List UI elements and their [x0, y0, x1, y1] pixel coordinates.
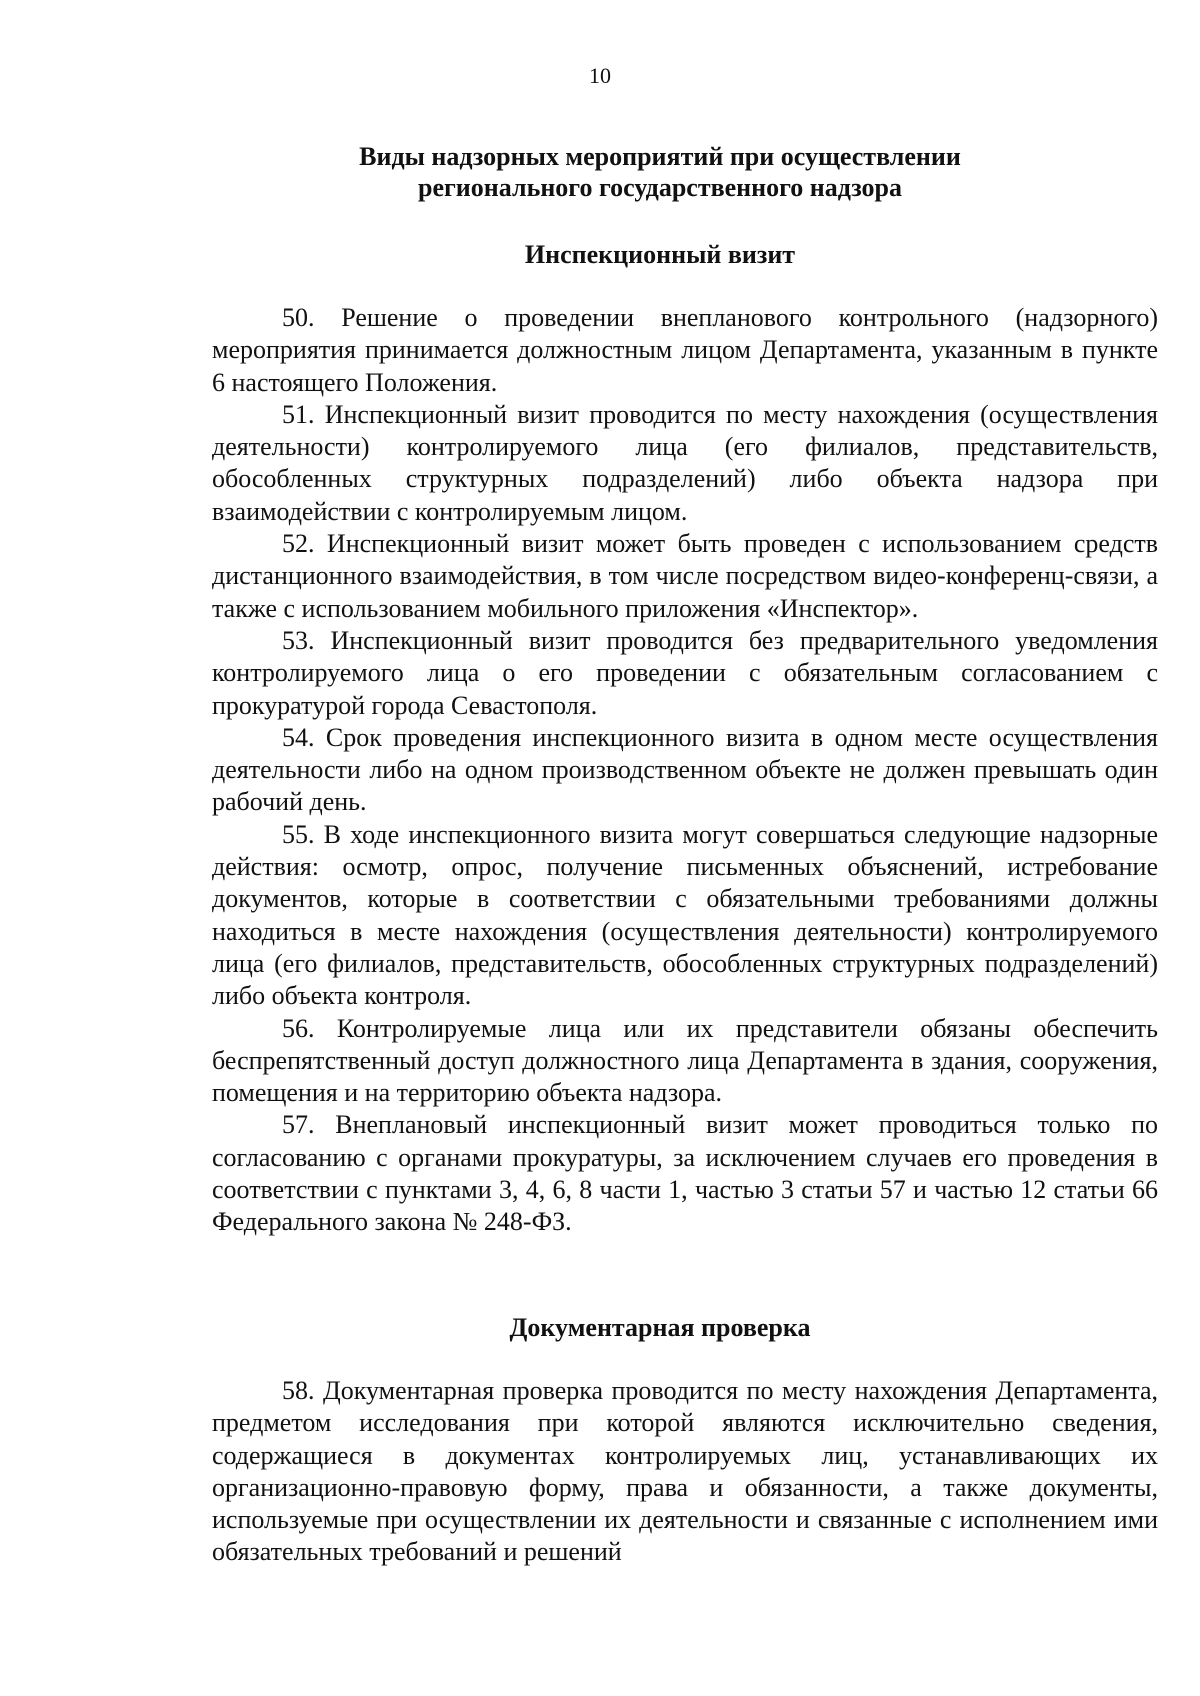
document-title	[200, 141, 1120, 203]
paragraph-number: 56.	[282, 1013, 315, 1043]
paragraph-57	[212, 1109, 1158, 1238]
paragraph-56	[212, 1013, 1158, 1110]
paragraph-number: 50.	[282, 303, 315, 332]
document-title-line-1: Виды надзорных мероприятий при осуществлении	[359, 142, 961, 171]
paragraph-number: 58.	[282, 1376, 315, 1405]
documentary-check-body	[212, 1375, 1158, 1569]
page-number: 10	[589, 63, 611, 88]
paragraph-number: 51.	[282, 399, 315, 429]
paragraph-text: Инспекционный визит проводится по месту нахождения (осуществления деятельности) контролируемого лица (его филиалов, представительств, обособленных структурных подразделений) либо объекта надзора при взаимодействии с контролируемым лицом.	[212, 399, 1158, 526]
paragraph-58	[212, 1375, 1158, 1569]
paragraph-52	[212, 528, 1158, 625]
paragraph-text: В ходе инспекционного визита могут совершаться следующие надзорные действия: осмотр, опрос, получение письменных объяснений, истребование документов, которые в соответствии с обязательными требованиями должны находиться в месте нахождения (осуществления деятельности) контролируемого лица (его филиалов, представительств, обособленных структурных подразделений) либо объекта контроля.	[212, 819, 1158, 1011]
paragraph-text: Документарная проверка проводится по месту нахождения Департамента, предметом исследования при которой являются исключительно сведения, содержащиеся в документах контролируемых лиц, устанавливающих их организационно-правовую форму, права и обязанности, а также документы, используемые при осуществлении их деятельности и связанные с исполнением ими обязательных требований и решений	[212, 1376, 1159, 1567]
paragraph-text: Инспекционный визит может быть проведен с использованием средств дистанционного взаимодействия, в том числе посредством видео-конференц-связи, а также с использованием мобильного приложения «Инспектор».	[212, 529, 1159, 623]
paragraph-53	[212, 625, 1158, 722]
paragraph-text: Контролируемые лица или их представители обязаны обеспечить беспрепятственный доступ должностного лица Департамента в здания, сооружения, помещения и на территорию объекта надзора.	[212, 1013, 1158, 1108]
paragraph-number: 54.	[282, 722, 315, 752]
paragraph-51	[212, 399, 1158, 528]
paragraph-number: 57.	[282, 1110, 315, 1140]
paragraph-number: 52.	[282, 529, 315, 559]
section-heading-documentary-check: Документарная проверка	[509, 1313, 811, 1342]
paragraph-text: Срок проведения инспекционного визита в одном месте осуществления деятельности либо на одном производственном объекте не должен превышать один рабочий день.	[212, 722, 1158, 817]
inspection-visit-body	[212, 302, 1158, 1239]
paragraph-text: Внеплановый инспекционный визит может проводиться только по согласованию с органами прокуратуры, за исключением случаев его проведения в соответствии с пунктами 3, 4, 6, 8 части 1, частью 3 статьи 57 и частью 12 статьи 66 Федерального закона № 248-ФЗ.	[212, 1110, 1159, 1237]
document-title-line-2: регионального государственного надзора	[417, 173, 903, 202]
paragraph-55	[212, 819, 1158, 1013]
paragraph-number: 55.	[282, 819, 315, 849]
paragraph-text: Решение о проведении внепланового контрольного (надзорного) мероприятия принимается должностным лицом Департамента, указанным в пункте 6 настоящего Положения.	[212, 303, 1158, 397]
paragraph-number: 53.	[282, 625, 315, 655]
paragraph-text: Инспекционный визит проводится без предварительного уведомления контролируемого лица о его проведении с обязательным согласованием с прокуратурой города Севастополя.	[212, 625, 1158, 720]
paragraph-50	[212, 302, 1158, 399]
paragraph-54	[212, 722, 1158, 819]
section-heading-inspection-visit: Инспекционный визит	[524, 240, 796, 269]
